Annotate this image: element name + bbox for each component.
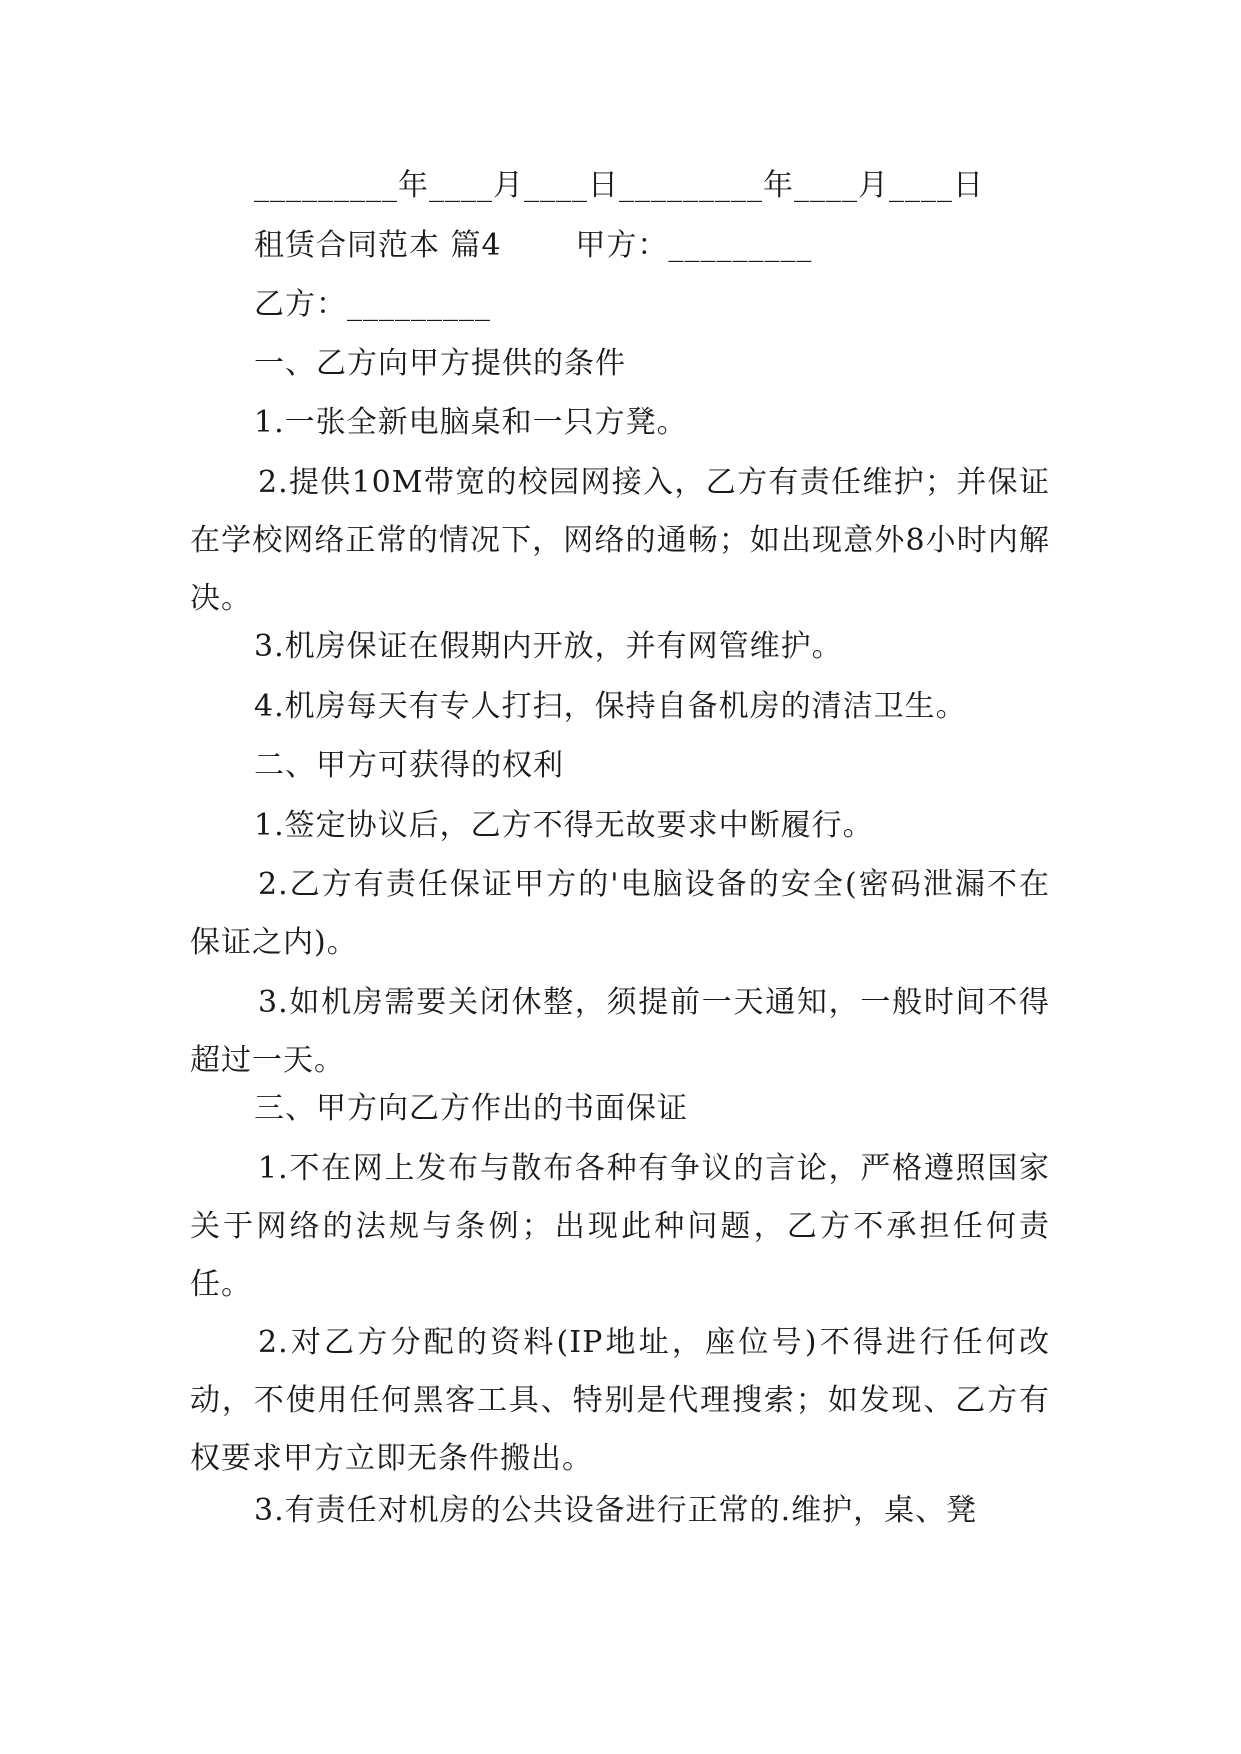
section-3-item-3: 3.有责任对机房的公共设备进行正常的.维护，桌、凳 <box>254 1493 978 1528</box>
section-1-item-4: 4.机房每天有专人打扫，保持自备机房的清洁卫生。 <box>254 689 967 724</box>
date-line: _________年____月____日_________年____月____日 <box>254 168 984 203</box>
section-1-item-1: 1.一张全新电脑桌和一只方凳。 <box>254 405 688 440</box>
section-2-item-1: 1.签定协议后，乙方不得无故要求中断履行。 <box>254 808 874 843</box>
section-3-heading: 三、甲方向乙方作出的书面保证 <box>254 1091 688 1126</box>
title-line: 租赁合同范本 篇4 甲方：_________ <box>254 228 813 263</box>
section-1-heading: 一、乙方向甲方提供的条件 <box>254 346 626 381</box>
section-2-item-3: 3.如机房需要关闭休整，须提前一天通知，一般时间不得超过一天。 <box>190 985 1050 1078</box>
party-b-line: 乙方：_________ <box>254 287 491 322</box>
section-3-item-2: 2.对乙方分配的资料(IP地址，座位号)不得进行任何改动，不使用任何黑客工具、特别是代理搜索；如发现、乙方有权要求甲方立即无条件搬出。 <box>190 1325 1050 1476</box>
section-3-item-1: 1.不在网上发布与散布各种有争议的言论，严格遵照国家关于网络的法规与条例；出现此种问题，乙方不承担任何责任。 <box>190 1151 1050 1302</box>
section-1-item-2: 2.提供10M带宽的校园网接入，乙方有责任维护；并保证在学校网络正常的情况下，网络的通畅；如出现意外8小时内解决。 <box>190 465 1050 616</box>
section-2-item-2: 2.乙方有责任保证甲方的'电脑设备的安全(密码泄漏不在保证之内)。 <box>190 867 1050 960</box>
section-1-item-3: 3.机房保证在假期内开放，并有网管维护。 <box>254 629 843 664</box>
section-2-heading: 二、甲方可获得的权利 <box>254 748 564 783</box>
